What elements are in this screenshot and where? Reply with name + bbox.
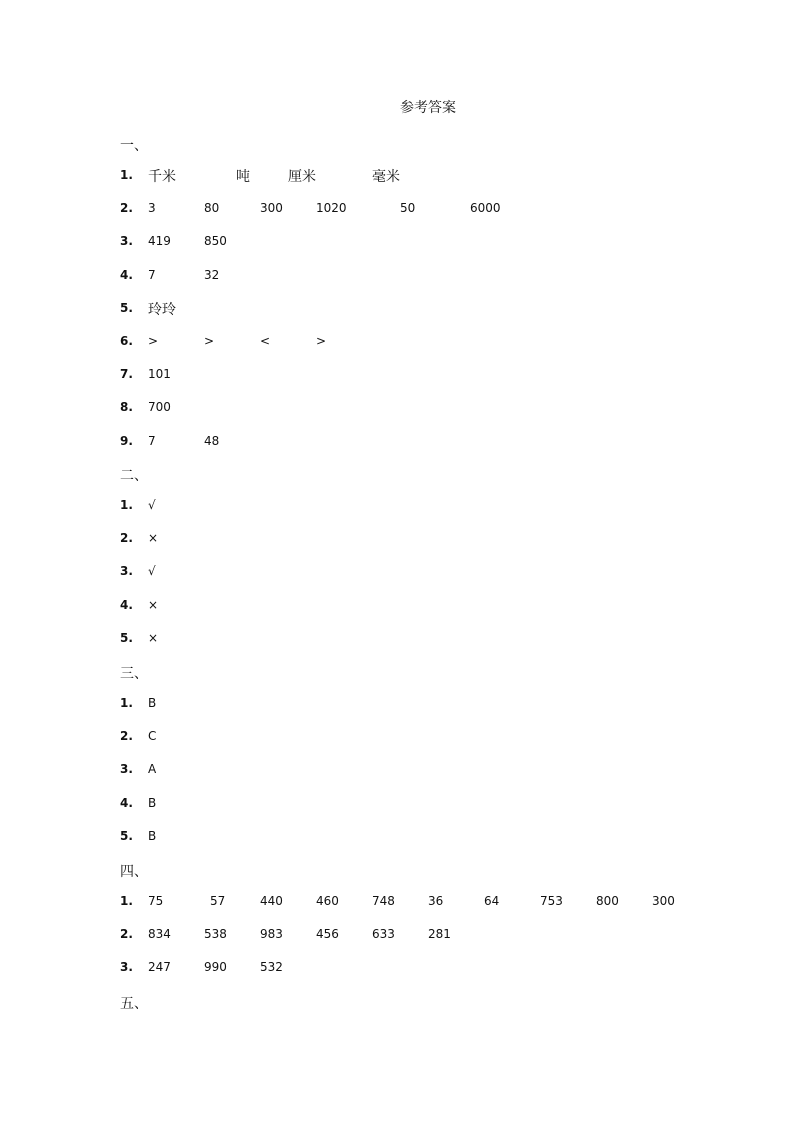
answer-value: 吨 — [236, 169, 250, 185]
answer-value: > — [204, 334, 215, 348]
answer-value: 460 — [316, 894, 339, 908]
answer-value: √ — [148, 498, 156, 512]
question-number: 1. — [120, 696, 133, 710]
answer-row — [120, 598, 740, 618]
question-number: 5. — [120, 630, 133, 645]
section-heading: 二、 — [120, 468, 148, 484]
question-number: 3. — [120, 960, 133, 975]
answer-row — [120, 960, 740, 980]
answer-row — [120, 301, 740, 321]
answer-value: 1020 — [316, 201, 347, 216]
answer-value: 75 — [148, 894, 164, 908]
answer-value: 990 — [204, 960, 227, 975]
answer-value: 80 — [204, 201, 220, 216]
answer-row — [120, 762, 740, 782]
question-number: 8. — [120, 400, 133, 415]
answer-value: 748 — [372, 894, 395, 908]
answer-value: 633 — [372, 927, 395, 942]
answer-row — [120, 564, 740, 584]
section-heading: 四、 — [120, 864, 148, 880]
answer-value: 532 — [260, 960, 283, 975]
answer-value: 300 — [260, 201, 283, 216]
question-number: 4. — [120, 597, 133, 612]
answer-row — [120, 894, 740, 914]
section-heading: 三、 — [120, 666, 148, 682]
question-number: 3. — [120, 234, 133, 249]
answer-row — [120, 234, 740, 254]
answer-value: 753 — [540, 894, 563, 908]
answer-row — [120, 796, 740, 816]
answer-row — [120, 168, 740, 188]
answer-value: 247 — [148, 960, 171, 975]
answer-value: 538 — [204, 927, 227, 942]
answer-row — [120, 531, 740, 551]
answer-value: 千米 — [148, 169, 176, 185]
answer-row — [120, 400, 740, 420]
question-number: 2. — [120, 531, 133, 546]
answer-value: 800 — [596, 894, 619, 908]
answer-value: 101 — [148, 367, 171, 382]
answer-row — [120, 367, 740, 387]
answer-row — [120, 729, 740, 749]
answer-row — [120, 334, 740, 354]
question-number: 6. — [120, 334, 133, 348]
answer-value: 3 — [148, 201, 156, 216]
answer-value: 983 — [260, 927, 283, 942]
answer-value: √ — [148, 564, 156, 579]
question-number: 7. — [120, 367, 133, 382]
answer-row — [120, 498, 740, 518]
answer-value: 700 — [148, 400, 171, 415]
question-number: 4. — [120, 267, 133, 282]
answer-value: 834 — [148, 927, 171, 942]
question-number: 1. — [120, 168, 133, 182]
answer-value: 6000 — [470, 201, 501, 216]
answer-value: × — [148, 597, 159, 612]
answer-value: 456 — [316, 927, 339, 942]
section-heading: 五、 — [120, 996, 148, 1012]
question-number: 5. — [120, 828, 133, 843]
question-number: 9. — [120, 433, 133, 448]
question-number: 4. — [120, 795, 133, 810]
answer-value: 440 — [260, 894, 283, 908]
answer-value: × — [148, 630, 159, 645]
answer-value: B — [148, 828, 157, 843]
answer-value: 玲玲 — [148, 301, 176, 318]
question-number: 2. — [120, 201, 133, 216]
answer-value: 850 — [204, 234, 227, 249]
answer-value: C — [148, 729, 157, 744]
answer-value: 281 — [428, 927, 451, 942]
answer-value: 50 — [400, 201, 416, 216]
answer-value: 7 — [148, 433, 156, 448]
answer-value: B — [148, 696, 157, 710]
question-number: 2. — [120, 729, 133, 744]
answer-value: 57 — [210, 894, 226, 908]
answer-value: < — [260, 334, 271, 348]
answer-value: 厘米 — [288, 169, 316, 185]
answer-row — [120, 696, 740, 716]
answer-value: 48 — [204, 433, 220, 448]
question-number: 5. — [120, 300, 133, 315]
answer-row — [120, 201, 740, 221]
question-number: 1. — [120, 498, 133, 512]
answer-value: 32 — [204, 267, 220, 282]
answer-value: B — [148, 795, 157, 810]
answer-value: > — [316, 334, 327, 348]
question-number: 3. — [120, 564, 133, 579]
answer-value: 36 — [428, 894, 444, 908]
answer-row — [120, 927, 740, 947]
answer-value: 300 — [652, 894, 675, 908]
section-heading: 一、 — [120, 138, 148, 154]
answer-row — [120, 829, 740, 849]
answer-value: 64 — [484, 894, 500, 908]
answer-value: 419 — [148, 234, 171, 249]
question-number: 2. — [120, 927, 133, 942]
page-title: 参考答案 — [400, 100, 456, 116]
answer-value: 7 — [148, 267, 156, 282]
question-number: 1. — [120, 894, 133, 908]
answer-row — [120, 631, 740, 651]
answer-value: × — [148, 531, 159, 546]
question-number: 3. — [120, 762, 133, 777]
answer-row — [120, 434, 740, 454]
answer-value: > — [148, 334, 159, 348]
answer-value: 毫米 — [372, 169, 400, 185]
answer-row — [120, 268, 740, 288]
answer-value: A — [148, 762, 157, 777]
